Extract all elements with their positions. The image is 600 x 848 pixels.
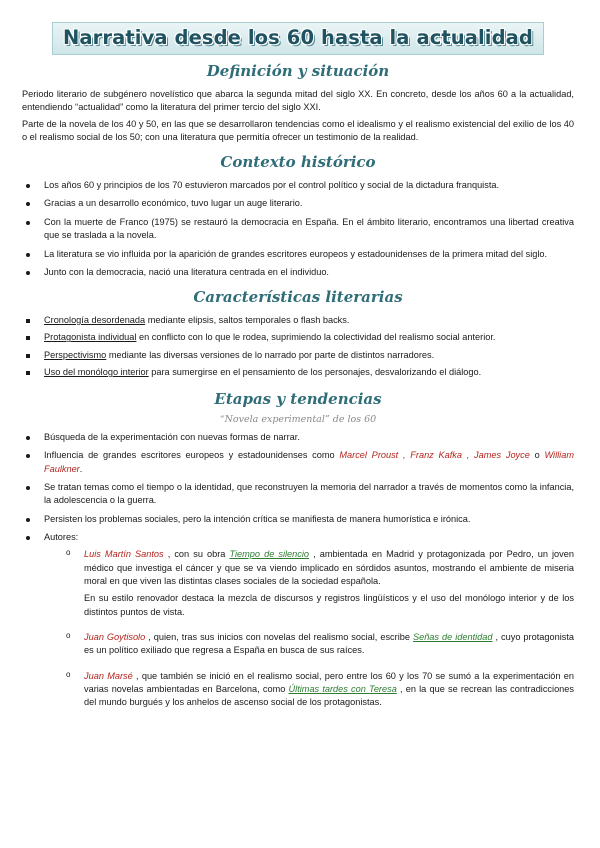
list-item [22, 449, 574, 476]
definicion-paragraph-2: Parte de la novela de los 40 y 50, en las que se desarrollaron tendencias como el idealismo y el realismo existencial del exilio de los 40 o el realismo social de los 50; con una literatura que permitía ofrecer un testimonio de la realidad. [22, 118, 574, 143]
list-item: Búsqueda de la experimentación con nuevas formas de narrar. [22, 431, 574, 444]
contexto-list [22, 179, 574, 279]
term: Uso del monólogo interior [44, 366, 149, 377]
authors-sublist [44, 548, 574, 709]
text: o [529, 450, 545, 461]
term: Protagonista individual [44, 332, 137, 343]
author-name: Juan Marsé [84, 670, 133, 681]
list-item [22, 331, 574, 344]
heading-contexto: Contexto histórico [220, 153, 376, 172]
list-item: Con la muerte de Franco (1975) se restauró la democracia en España. En el ámbito literario, encontramos una libertad creativa que se traslada a la novela. [22, 216, 574, 243]
heading-etapas: Etapas y tendencias [214, 390, 382, 409]
author-item [44, 548, 574, 619]
description: para sumergirse en el pensamiento de los personajes, desvalorizando el diálogo. [148, 366, 482, 377]
etapas-list [22, 431, 574, 710]
work-title: Tiempo de silencio [229, 549, 310, 560]
title-box [52, 22, 544, 55]
work-title: Últimas tardes con Teresa [288, 684, 397, 694]
text: , ambientada en Madrid y protagonizada por Pedro, un joven médico que investiga el cáncer y que se va viendo implicado en sórdidos asuntos, mostrando el ambiente de miseria moral en que viven las distintas clases sociales de la sociedad española. [84, 549, 574, 586]
list-item [22, 314, 574, 327]
list-item: La literatura se vio influida por la aparición de grandes escritores europeos y estadounidenses de la primera mitad del siglo. [22, 248, 574, 261]
list-item: Se tratan temas como el tiempo o la identidad, que reconstruyen la memoria del narrador a través de momentos como la infancia, la adolescencia o la guerra. [22, 481, 574, 508]
list-item [22, 366, 574, 379]
text: , que también se inició en el realismo social, pero entre los 60 y los 70 se sumó a la experimentación en varias novelas ambientadas en Barcelona, como [84, 670, 574, 694]
etapas-subtitle: “Novela experimental” de los 60 [219, 414, 377, 426]
list-item: Los años 60 y principios de los 70 estuvieron marcados por el control político y social de la dictadura franquista. [22, 179, 574, 192]
text: , quien, tras sus inicios con novelas del realismo social, escribe [145, 631, 413, 642]
work-title: Señas de identidad [412, 631, 493, 642]
list-item [22, 349, 574, 362]
title-banner [22, 22, 574, 55]
term: Cronología desordenada [44, 314, 146, 325]
authors-label: Autores: [44, 531, 79, 542]
author-faulkner: William Faulkner [44, 450, 574, 474]
author-item [44, 670, 574, 710]
description: en conflicto con lo que le rodea, suprimiendo la colectividad del realismo social anterior. [136, 332, 496, 343]
page-title: Narrativa desde los 60 hasta la actualidad [63, 26, 533, 49]
description: mediante las diversas versiones de lo narrado por parte de distintos narradores. [106, 349, 435, 360]
term: Perspectivismo [44, 349, 107, 360]
text: , con su obra [163, 549, 230, 560]
heading-caracteristicas: Características literarias [193, 288, 403, 307]
author-name: Luis Martín Santos [84, 549, 164, 560]
text: Influencia de grandes escritores europeos y estadounidenses como [44, 450, 340, 461]
list-item: Gracias a un desarrollo económico, tuvo lugar un auge literario. [22, 197, 574, 210]
text: . [79, 463, 83, 474]
text: , cuyo protagonista es un político exiliado que regresa a España en busca de sus raíces. [84, 631, 574, 656]
list-item: Persisten los problemas sociales, pero la intención crítica se manifiesta de manera humorística e irónica. [22, 513, 574, 526]
list-item: Junto con la democracia, nació una literatura centrada en el individuo. [22, 266, 574, 279]
author-note: En su estilo renovador destaca la mezcla de discursos y registros lingüísticos y el uso del monólogo interior y de los distintos puntos de vista. [84, 593, 574, 617]
authors-list: Marcel Proust , Franz Kafka , James Joyce [339, 450, 530, 461]
description: mediante elipsis, saltos temporales o flash backs. [145, 314, 350, 325]
author-item [44, 631, 574, 658]
list-item [22, 531, 574, 710]
text: , en la que se recrean las contradicciones del mundo burgués y los anhelos de ascenso social de los protagonistas. [84, 684, 574, 708]
author-name: Juan Goytisolo [84, 631, 146, 642]
definicion-paragraph-1: Periodo literario de subgénero novelístico que abarca la segunda mitad del siglo XX. En concreto, desde los años 60 a la actualidad, entendiendo “actualidad” como la literatura del primer tercio del siglo XXI. [22, 89, 574, 113]
caracteristicas-list [22, 314, 574, 379]
heading-definicion: Definición y situación [206, 62, 390, 81]
